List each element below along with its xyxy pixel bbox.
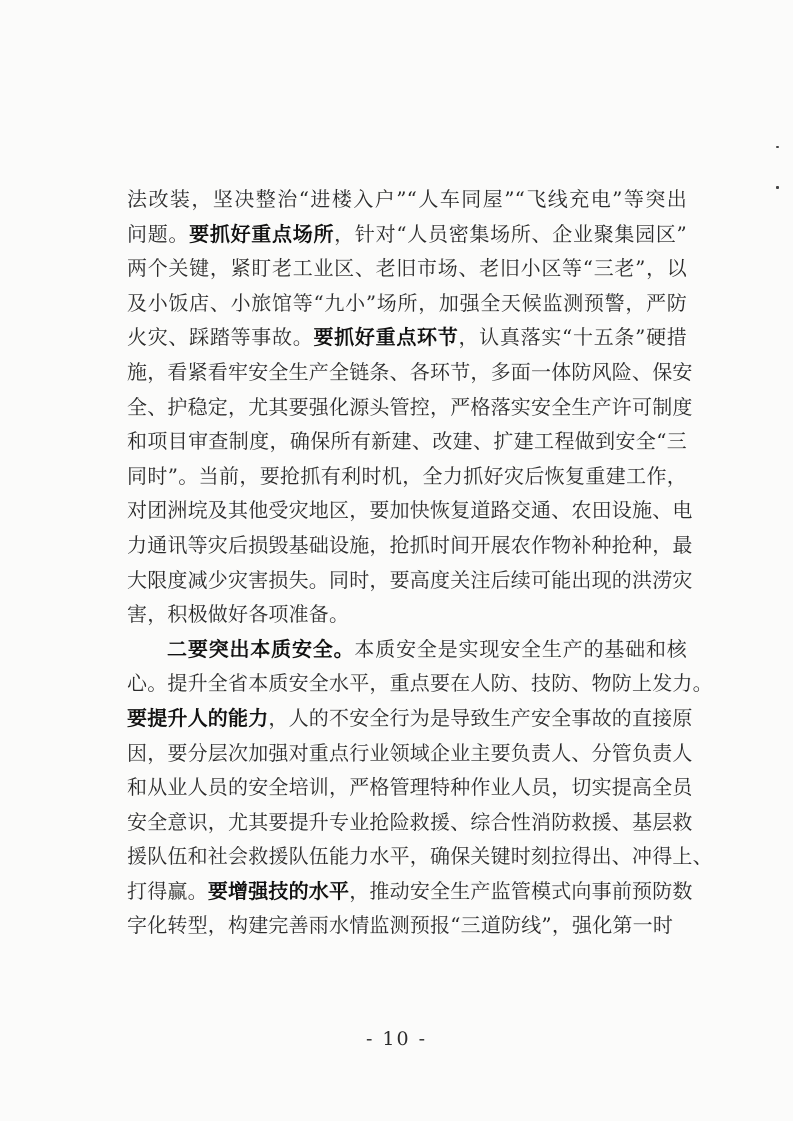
text-run: 及小饭店、小旅馆等“九小”场所，加强全天候监测预警，严防 (127, 290, 687, 315)
text-run: 和项目审查制度，确保所有新建、改建、扩建工程做到安全“三 (127, 429, 687, 454)
text-line (127, 320, 687, 355)
text-line (127, 839, 713, 874)
page-number: - 10 - (365, 1028, 428, 1050)
text-line (127, 563, 693, 598)
text-line (127, 908, 687, 943)
text-line (127, 493, 693, 528)
text-run: ，认真落实“十五条”硬措 (458, 325, 687, 350)
emphasis-text: 要抓好重点环节 (313, 325, 459, 350)
paragraph (127, 182, 693, 632)
text-line (127, 390, 693, 425)
text-line (127, 632, 687, 667)
text-run: 全、护稳定，尤其要强化源头管控，严格落实安全生产许可制度 (127, 394, 693, 419)
scan-speck (776, 146, 779, 148)
text-line (127, 182, 687, 217)
text-run: 对团洲垸及其他受灾地区，要加快恢复道路交通、农田设施、电 (127, 498, 693, 523)
text-run: 因，要分层次加强对重点行业领域企业主要负责人、分管负责人 (127, 740, 693, 765)
body-text (127, 182, 713, 943)
text-run: 问题。 (127, 221, 190, 246)
text-run: ，推动安全生产监管模式向事前预防数 (349, 878, 693, 903)
text-run: 火灾、踩踏等事故。 (127, 325, 314, 350)
text-run: 害，积极做好各项准备。 (127, 602, 350, 627)
emphasis-text: 要增强技的水平 (207, 878, 350, 903)
text-run: 两个关键，紧盯老工业区、老旧市场、老旧小区等“三老”，以 (127, 256, 687, 281)
text-run: 援队伍和社会救援队伍能力水平，确保关键时刻拉得出、冲得上、 (127, 844, 713, 869)
text-line (127, 528, 693, 563)
text-line (127, 286, 687, 321)
text-line (127, 736, 693, 771)
text-line (127, 805, 693, 840)
text-line (127, 355, 693, 390)
text-line (127, 770, 693, 805)
text-line (127, 217, 687, 252)
text-line (127, 597, 687, 632)
text-line (127, 874, 693, 909)
text-run: 大限度减少灾害损失。同时，要高度关注后续可能出现的洪涝灾 (127, 567, 693, 592)
text-run: ，针对“人员密集场所、企业聚集园区” (334, 221, 687, 246)
text-run: 本质安全是实现安全生产的基础和核 (354, 636, 687, 661)
emphasis-text: 要抓好重点场所 (189, 221, 335, 246)
text-run: 法改装，坚决整治“进楼入户”“人车同屋”“飞线充电”等突出 (127, 187, 687, 211)
text-run: 同时”。当前，要抢抓有利时机，全力抓好灾后恢复重建工作， (127, 463, 687, 488)
text-run: 和从业人员的安全培训，严格管理特种作业人员，切实提高全员 (127, 775, 693, 800)
text-line (127, 251, 687, 286)
text-run: 施，看紧看牢安全生产全链条、各环节，多面一体防风险、保安 (127, 359, 693, 384)
text-line (127, 701, 693, 736)
text-line (127, 666, 713, 701)
emphasis-text: 二要突出本质安全。 (167, 636, 355, 661)
text-run: 字化转型，构建完善雨水情监测预报“三道防线”，强化第一时 (127, 913, 674, 938)
text-line (127, 459, 687, 494)
text-run: 力通讯等灾后损毁基础设施，抢抓时间开展农作物补种抢种，最 (127, 532, 693, 557)
text-run: ，人的不安全行为是导致生产安全事故的直接原 (268, 705, 693, 730)
paragraph (127, 632, 713, 943)
text-run: 安全意识，尤其要提升专业抢险救援、综合性消防救援、基层救 (127, 809, 693, 834)
scan-speck (776, 186, 779, 189)
emphasis-text: 要提升人的能力 (127, 705, 269, 730)
text-run: 打得赢。 (127, 878, 208, 903)
text-run: 心。提升全省本质安全水平，重点要在人防、技防、物防上发力。 (127, 671, 713, 696)
text-line (127, 424, 687, 459)
